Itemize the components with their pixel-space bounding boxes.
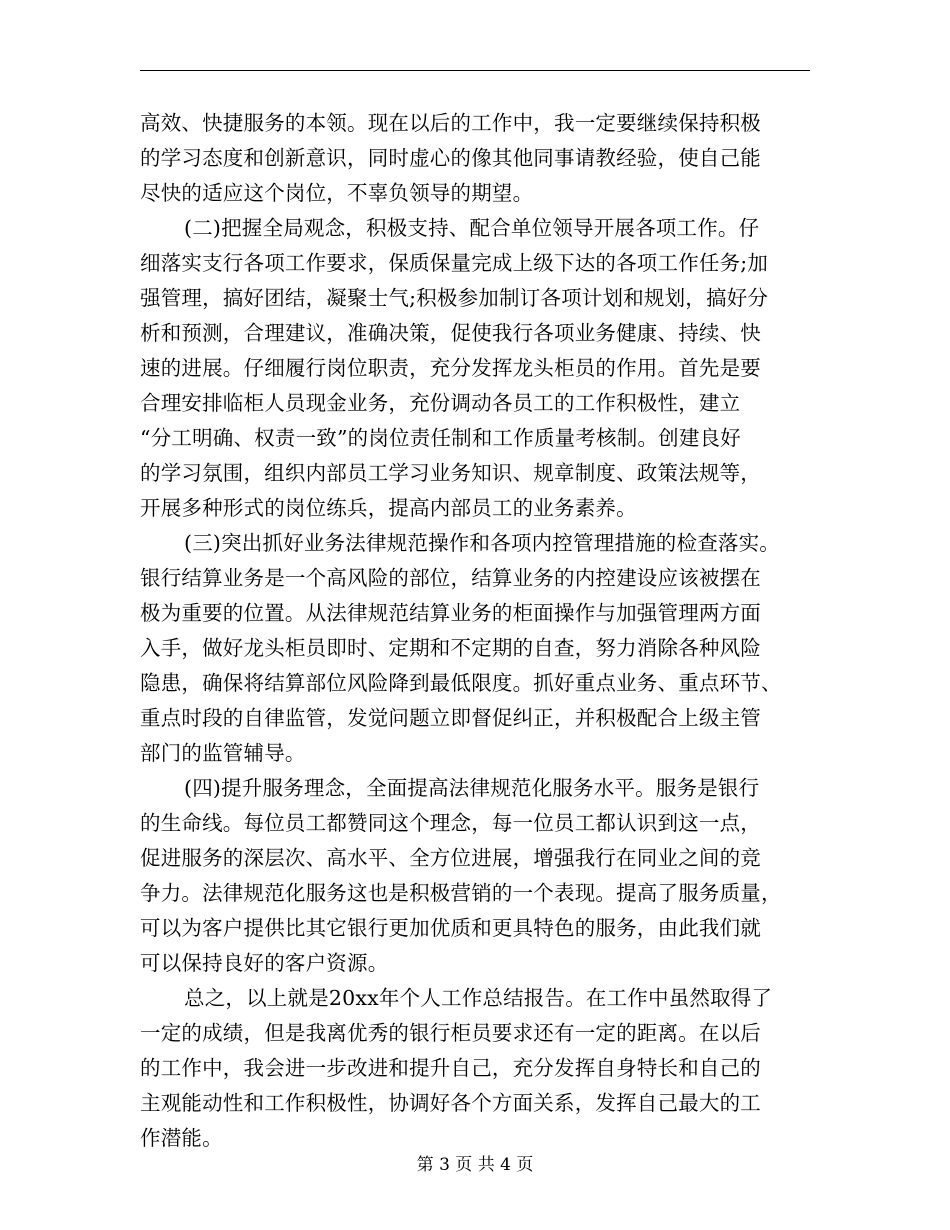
text-line: 的工作中，我会进一步改进和提升自己，充分发挥自身特长和自己的 — [140, 1056, 761, 1080]
text-line: 速的进展。仔细履行岗位职责，充分发挥龙头柜员的作用。首先是要 — [140, 356, 761, 380]
text-line: 可以保持良好的客户资源。 — [140, 951, 389, 975]
text-line: “分工明确、权责一致”的岗位责任制和工作质量考核制。创建良好 — [140, 426, 741, 450]
text-line: 的生命线。每位员工都赞同这个理念，每一位员工都认识到这一点， — [140, 811, 761, 835]
text-line: 合理安排临柜人员现金业务，充份调动各员工的工作积极性，建立 — [140, 391, 741, 415]
text-line: 银行结算业务是一个高风险的部位，结算业务的内控建设应该被摆在 — [140, 566, 761, 590]
text-line: 的学习态度和创新意识，同时虚心的像其他同事请教经验，使自己能 — [140, 146, 761, 170]
text-line: 总之，以上就是20xx年个人工作总结报告。在工作中虽然取得了 — [184, 986, 773, 1010]
text-line: 高效、快捷服务的本领。现在以后的工作中，我一定要继续保持积极 — [140, 111, 761, 135]
text-line: 析和预测，合理建议，准确决策，促使我行各项业务健康、持续、快 — [140, 321, 761, 345]
text-line: 尽快的适应这个岗位，不辜负领导的期望。 — [140, 181, 534, 205]
text-line: 重点时段的自律监管，发觉问题立即督促纠正，并积极配合上级主管 — [140, 706, 761, 730]
text-line: 的学习氛围，组织内部员工学习业务知识、规章制度、政策法规等， — [140, 461, 761, 485]
text-line: (四)提升服务理念，全面提高法律规范化服务水平。服务是银行 — [184, 776, 760, 800]
text-line: 促进服务的深层次、高水平、全方位进展，增强我行在同业之间的竞 — [140, 846, 761, 870]
text-line: 开展多种形式的岗位练兵，提高内部员工的业务素养。 — [140, 496, 637, 520]
page-number-footer: 第 3 页 共 4 页 — [416, 1155, 534, 1175]
text-line: (三)突出抓好业务法律规范操作和各项内控管理措施的检查落实。 — [184, 531, 780, 555]
document-body — [140, 106, 816, 1156]
header-rule — [140, 70, 810, 71]
text-line: 极为重要的位置。从法律规范结算业务的柜面操作与加强管理两方面 — [140, 601, 761, 625]
text-line: 主观能动性和工作积极性，协调好各个方面关系，发挥自己最大的工 — [140, 1091, 761, 1115]
text-line: 部门的监管辅导。 — [140, 741, 306, 765]
text-line: 入手，做好龙头柜员即时、定期和不定期的自查，努力消除各种风险 — [140, 636, 761, 660]
text-line: (二)把握全局观念，积极支持、配合单位领导开展各项工作。仔 — [184, 216, 760, 240]
text-line: 强管理，搞好团结，凝聚士气;积极参加制订各项计划和规划，搞好分 — [140, 286, 769, 310]
text-line: 可以为客户提供比其它银行更加优质和更具特色的服务，由此我们就 — [140, 916, 761, 940]
text-line: 一定的成绩，但是我离优秀的银行柜员要求还有一定的距离。在以后 — [140, 1021, 761, 1045]
text-line: 隐患，确保将结算部位风险降到最低限度。抓好重点业务、重点环节、 — [140, 671, 782, 695]
text-line: 争力。法律规范化服务这也是积极营销的一个表现。提高了服务质量， — [140, 881, 782, 905]
text-line: 细落实支行各项工作要求，保质保量完成上级下达的各项工作任务;加 — [140, 251, 769, 275]
text-line: 作潜能。 — [140, 1126, 223, 1150]
